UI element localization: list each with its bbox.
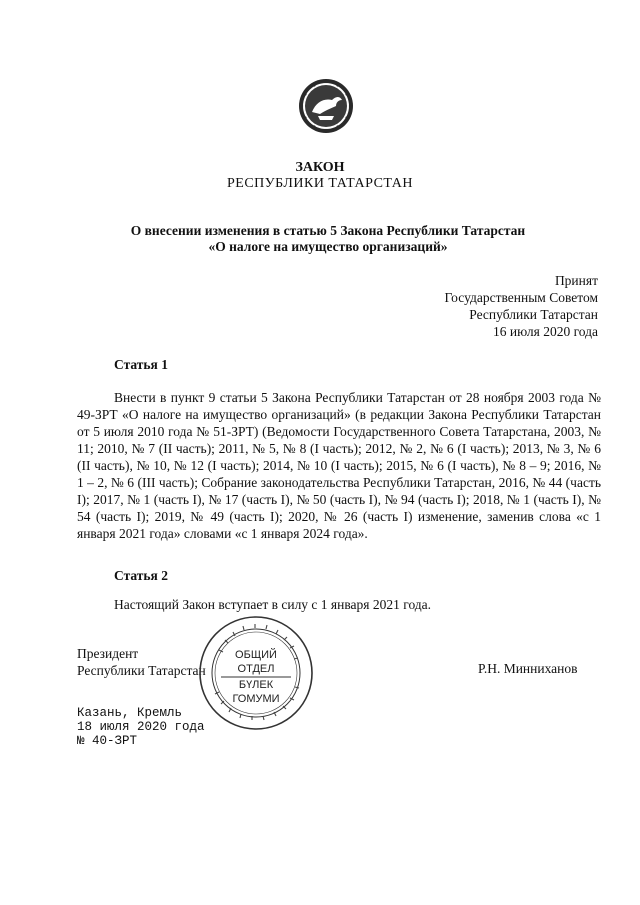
coat-of-arms-emblem — [298, 78, 354, 134]
signatory-title-line: Республики Татарстан — [77, 663, 206, 678]
stamp-line: БҮЛЕК — [238, 679, 274, 691]
adoption-date: 16 июля 2020 года — [493, 324, 598, 339]
adoption-block — [445, 272, 598, 340]
signatory-name: Р.Н. Минниханов — [478, 661, 578, 676]
issuer: РЕСПУБЛИКИ ТАТАРСТАН — [226, 176, 413, 191]
signatory-title — [77, 645, 206, 679]
adoption-line: Республики Татарстан — [469, 307, 598, 322]
law-number: № 40-ЗРТ — [77, 734, 138, 748]
document-title — [70, 223, 586, 255]
issuance-place: Казань, Кремль — [77, 706, 183, 720]
signatory-title-line: Президент — [77, 646, 139, 661]
title-line: О внесении изменения в статью 5 Закона Республики Татарстан — [130, 223, 526, 238]
article-1-text: Внести в пункт 9 статьи 5 Закона Республики Татарстан от 28 ноября 2003 года № 49-ЗРТ «О налоге на имущество организаций» (в редакции Закона Республики Татарстан от 5 июля 2010 года № 51-ЗРТ) (Ведомости Государственного Совета Татарстана, 2003, № 11; 2010, № 7 (II часть); 2011, № 5, № 8 (I часть); 2012, № 2, № 6 (I часть); 2013, № 3, № 6 (II часть), № 10, № 12 (I часть); 2014, № 10 (I часть); 2015, № 6 (I часть), № 8 – 9; 2016, № 1 – 2, № 6 (III часть); Собрание законодательства Республики Татарстан, 2016, № 44 (часть I); 2017, № 1 (часть I), № 17 (часть I), № 50 (часть I), № 94 (часть I); 2018, № 1 (часть I), № 54 (часть I); 2019, № 49 (часть I); 2020, № 26 (часть I) изменение, заменив слова «с 1 января 2021 года» словами «с 1 января 2024 года». — [77, 390, 601, 541]
official-stamp — [197, 614, 315, 732]
stamp-line: ОТДЕЛ — [237, 663, 275, 675]
document-type: ЗАКОН — [295, 160, 345, 175]
stamp-line: ГОМУМИ — [232, 693, 280, 705]
stamp-line: ОБЩИЙ — [235, 649, 277, 661]
article-1-heading: Статья 1 — [114, 357, 168, 372]
article-2-text: Настоящий Закон вступает в силу с 1 января 2021 года. — [114, 597, 432, 612]
adoption-line: Принят — [554, 273, 598, 288]
title-line: «О налоге на имущество организаций» — [208, 239, 448, 254]
issuance-date: 18 июля 2020 года — [77, 720, 205, 734]
article-2-heading: Статья 2 — [114, 568, 168, 583]
adoption-line: Государственным Советом — [444, 290, 598, 305]
issuance-info — [77, 706, 205, 748]
